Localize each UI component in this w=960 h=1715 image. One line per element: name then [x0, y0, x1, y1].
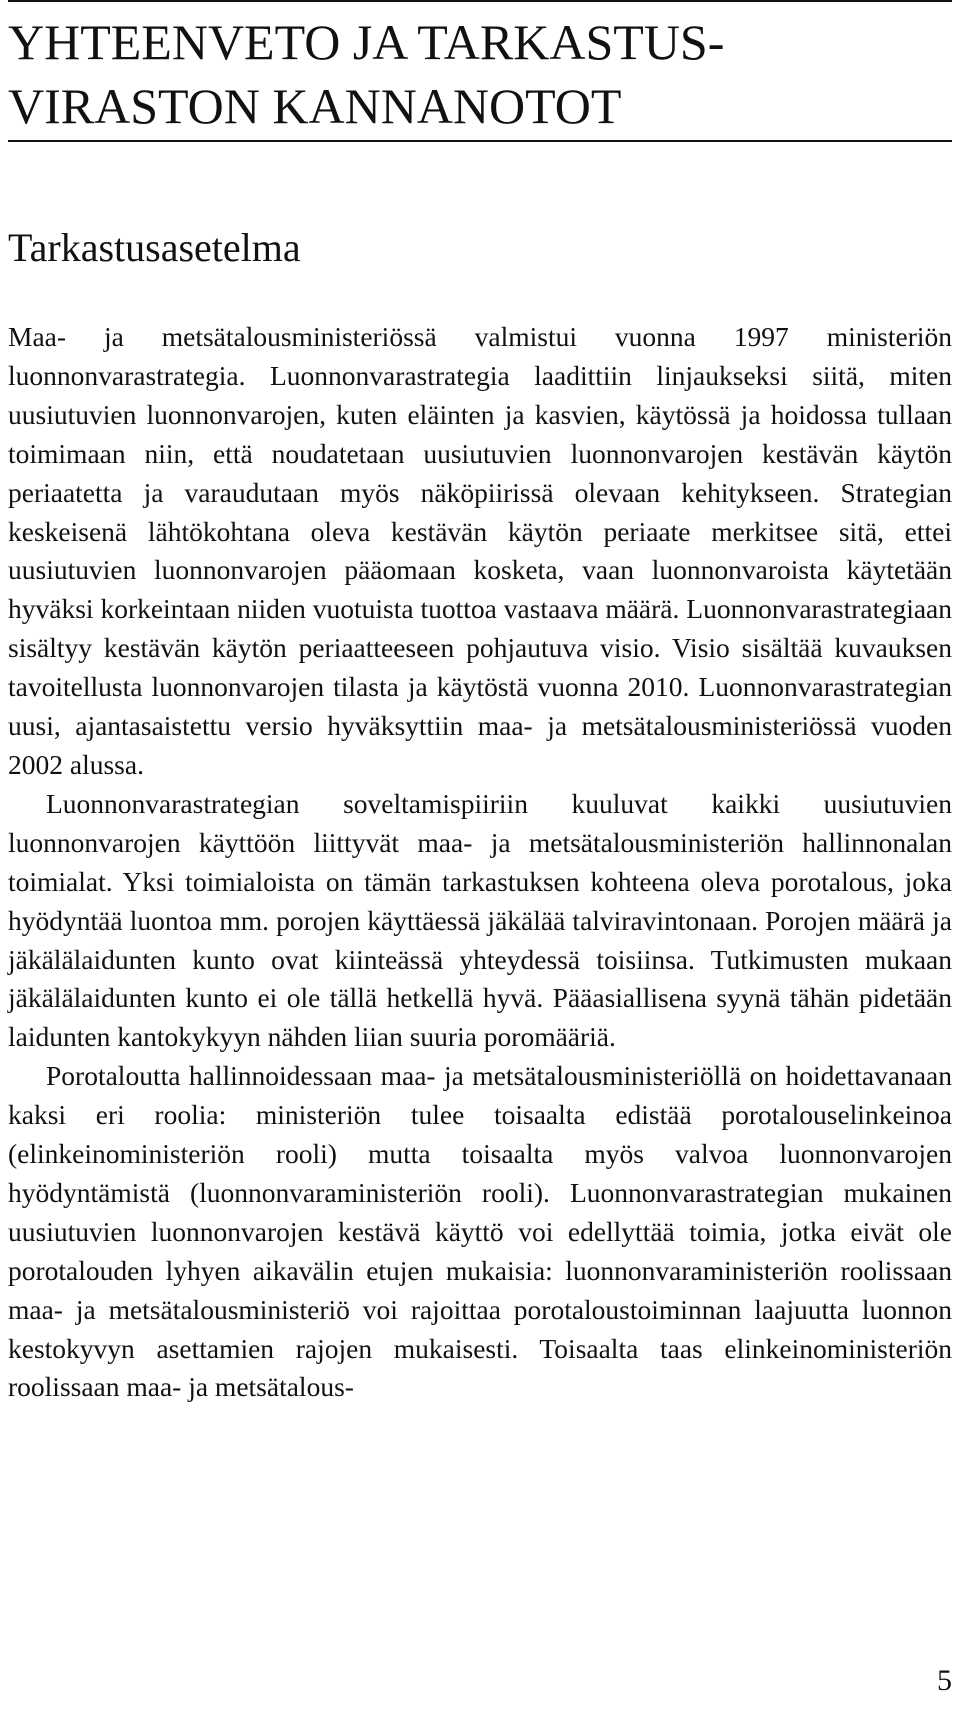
document-title-line-1: YHTEENVETO JA TARKASTUS- [8, 14, 725, 70]
section-heading: Tarkastusasetelma [8, 225, 301, 270]
body-text [8, 318, 952, 1407]
page-number: 5 [937, 1664, 952, 1697]
top-rule [8, 0, 952, 2]
paragraph-3: Porotaloutta hallinnoidessaan maa- ja metsätalousministeriöllä on hoidettavanaan kaksi eri roolia: ministeriön tulee toisaalta edistää porotalouselinkeinoa (elinkeinoministeriön rooli) mutta toisaalta myös valvoa luonnonvarojen hyödyntämistä (luonnonvaraministeriön rooli). Luonnonvarastrategian mukainen uusiutuvien luonnonvarojen kestävä käyttö voi edellyttää toimia, jotka eivät ole porotalouden lyhyen aikavälin etujen mukaisia: luonnonvaraministeriön roolissaan maa- ja metsätalousministeriö voi rajoittaa porotaloustoiminnan laajuutta luonnon kestokyvyn asettamien rajojen mukaisesti. Toisaalta taas elinkeinoministeriön roolissaan maa- ja metsätalous- [8, 1060, 952, 1403]
document-title-line-2: VIRASTON KANNANOTOT [8, 78, 622, 134]
title-rule [8, 140, 952, 142]
paragraph-1: Maa- ja metsätalousministeriössä valmistui vuonna 1997 ministeriön luonnonvarastrategia. Luonnonvarastrategia laadittiin linjaukseksi siitä, miten uusiutuvien luonnonvarojen, kuten eläinten ja kasvien, käytössä ja hoidossa tullaan toimimaan niin, että noudatetaan uusiutuvien luonnonvarojen kestävän käytön periaatetta ja varaudutaan myös näköpiirissä olevaan kehitykseen. Strategian keskeisenä lähtökohtana oleva kestävän käytön periaate merkitsee sitä, ettei uusiutuvien luonnonvarojen pääomaan kosketa, vaan luonnonvaroista käytetään hyväksi korkeintaan niiden vuotuista tuottoa vastaava määrä. Luonnonvarastrategiaan sisältyy kestävän käytön periaatteeseen pohjautuva visio. Visio sisältää kuvauksen tavoitellusta luonnonvarojen tilasta ja käytöstä vuonna 2010. Luonnonvarastrategian uusi, ajantasaistettu versio hyväksyttiin maa- ja metsätalousministeriössä vuoden 2002 alussa. [8, 321, 952, 780]
document-title [8, 10, 948, 138]
paragraph-2: Luonnonvarastrategian soveltamispiiriin kuuluvat kaikki uusiutuvien luonnonvarojen käyttöön liittyvät maa- ja metsätalousministeriön hallinnonalan toimialat. Yksi toimialoista on tämän tarkastuksen kohteena oleva porotalous, joka hyödyntää luontoa mm. porojen käyttäessä jäkälää talviravintonaan. Porojen määrä ja jäkälälaidunten kunto ovat kiinteässä yhteydessä toisiinsa. Tutkimusten mukaan jäkälälaidunten kunto ei ole tällä hetkellä hyvä. Pääasiallisena syynä tähän pidetään laidunten kantokykyyn nähden liian suuria poromääriä. [8, 787, 952, 1053]
